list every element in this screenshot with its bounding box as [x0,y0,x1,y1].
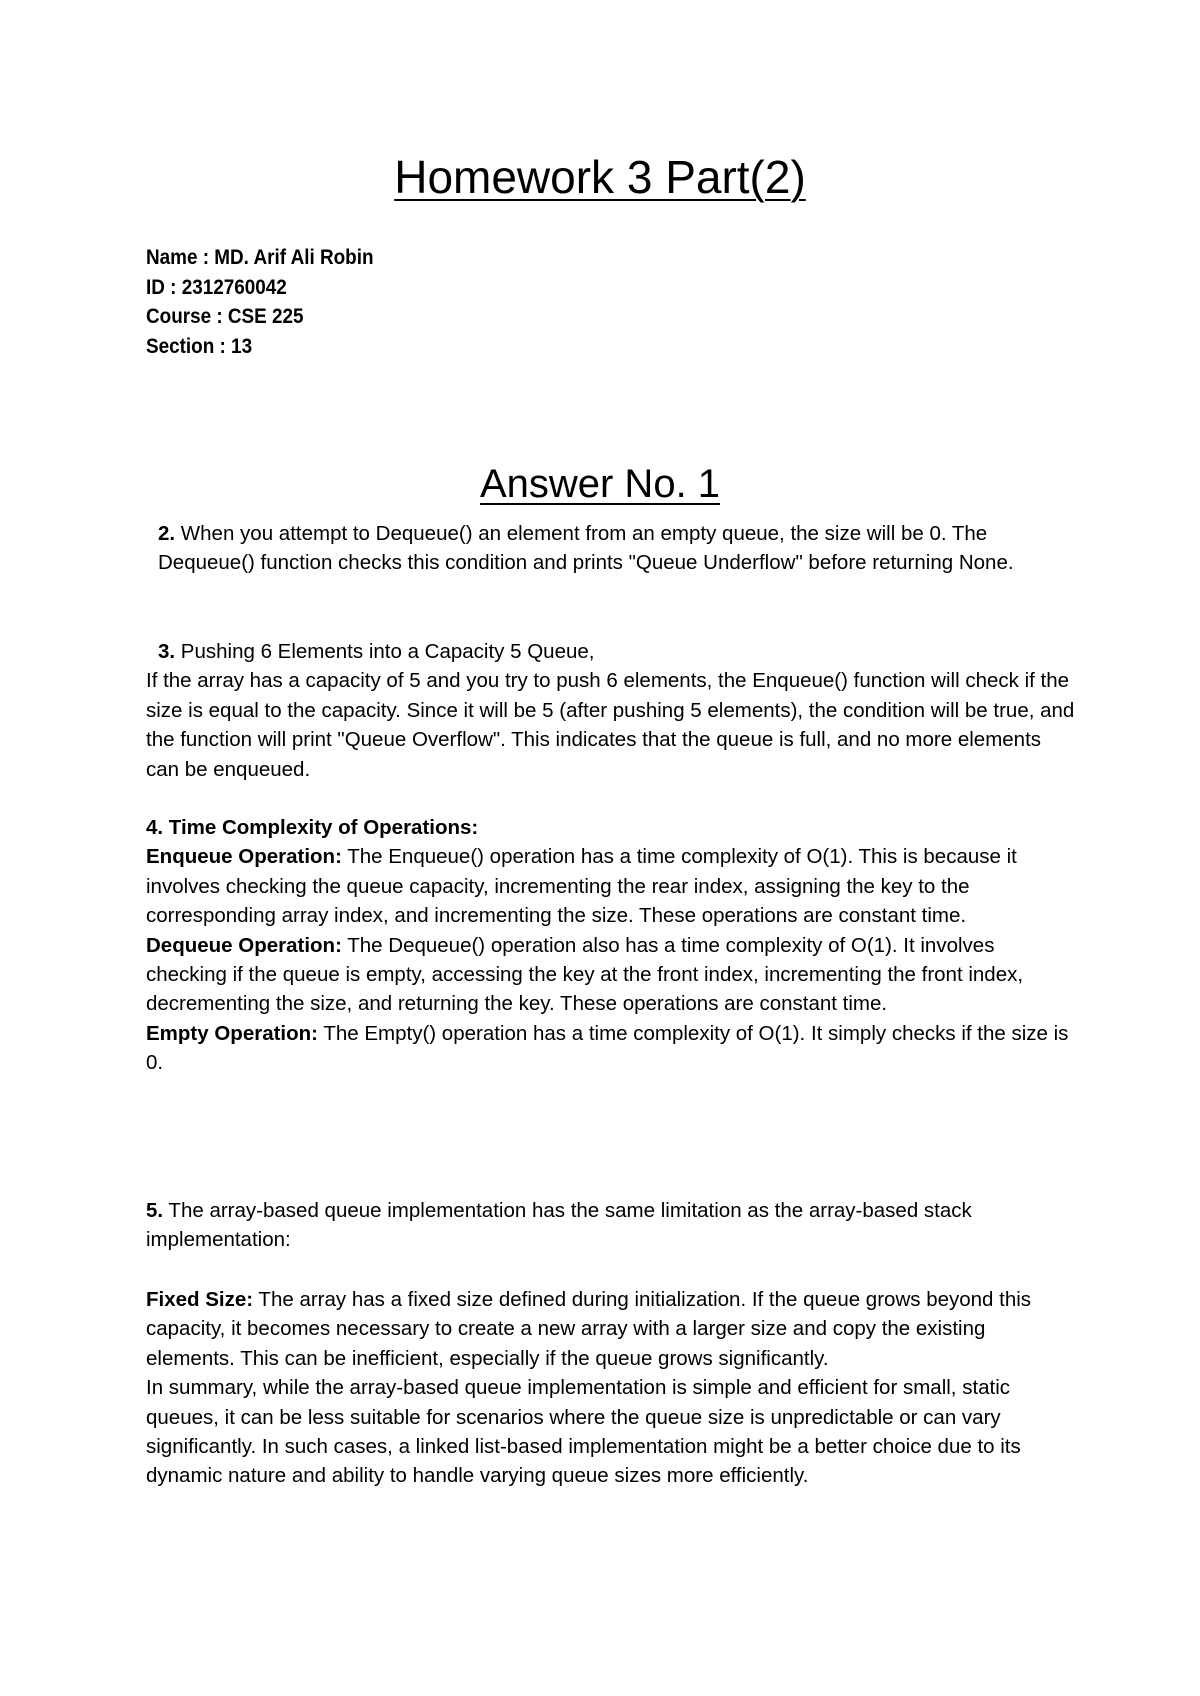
answer-3 [146,637,1076,784]
answer-4 [146,813,1076,1078]
fixed-size-label: Fixed Size: [146,1288,254,1311]
fixed-size-text: The array has a fixed size defined during initialization. If the queue grows beyond this capacity, it becomes necessary to create a new array with a larger size and copy the existing elements. This can be inefficient, especially if the queue grows significantly. [146,1288,1032,1370]
document-title: Homework 3 Part(2) [394,151,806,203]
answer-3-text: If the array has a capacity of 5 and you try to push 6 elements, the Enqueue() function will check if the size is equal to the capacity. Since it will be 5 (after pushing 5 elements), the condition will be true, and the function will print "Queue Overflow". This indicates that the queue is full, and no more elements can be enqueued. [146,669,1075,781]
course: Course : CSE 225 [146,305,304,328]
answer-2 [146,519,1076,578]
answer-3-heading: Pushing 6 Elements into a Capacity 5 Queue, [175,640,595,663]
answer-5-number: 5. [146,1199,164,1222]
student-name: Name : MD. Arif Ali Robin [146,246,374,269]
answer-5 [146,1196,1076,1255]
empty-text: The Empty() operation has a time complexity of O(1). It simply checks if the size is 0. [146,1021,1069,1075]
answer-heading: Answer No. 1 [479,462,721,506]
dequeue-text: The Dequeue() operation also has a time complexity of O(1). It involves checking if the queue is empty, accessing the key at the front index, incrementing the front index, decrementing the size, and returning the key. These operations are constant time. [146,933,1024,1016]
section: Section : 13 [146,334,253,358]
summary-text: In summary, while the array-based queue implementation is simple and efficient for small, static queues, it can be less suitable for scenarios where the queue size is unpredictable or can vary significantly. In such cases, a linked list-based implementation might be a better choice due to its dynamic nature and ability to handle varying queue sizes more efficiently. [146,1376,1021,1488]
answer-5-text: The array-based queue implementation has the same limitation as the array-based stack implementation: [146,1199,972,1252]
enqueue-text: The Enqueue() operation has a time complexity of O(1). This is because it involves checking the queue capacity, incrementing the rear index, assigning the key to the corresponding array index, and incrementing the size. These operations are constant time. [146,845,1017,928]
answer-3-number: 3. [158,640,176,663]
enqueue-label: Enqueue Operation: [146,845,342,869]
answer-2-text: When you attempt to Dequeue() an element from an empty queue, the size will be 0. The Dequeue() function checks this condition and prints "Queue Underflow" before returning None. [158,522,1014,575]
student-info [146,243,374,361]
student-id: ID : 2312760042 [146,275,287,299]
answer-4-heading: 4. Time Complexity of Operations: [146,816,479,839]
dequeue-label: Dequeue Operation: [146,933,342,957]
answer-2-number: 2. [158,522,176,545]
answer-5-details [146,1285,1076,1491]
empty-label: Empty Operation: [146,1021,318,1045]
